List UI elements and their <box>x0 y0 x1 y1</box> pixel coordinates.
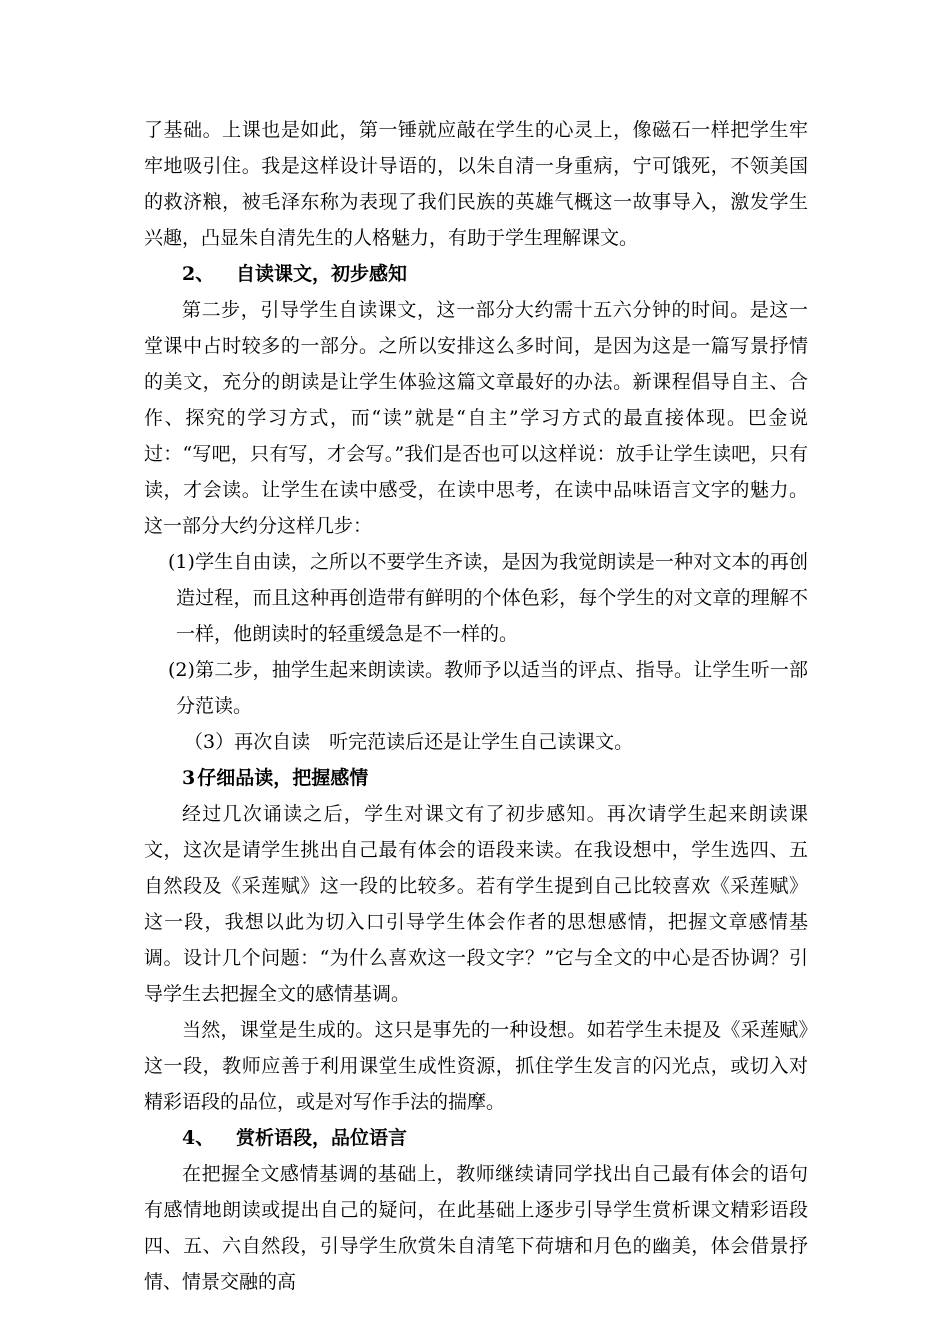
section-title: 仔细品读，把握感情 <box>197 767 369 789</box>
paragraph-step-3: （3）再次自读 听完范读后还是让学生自己读课文。 <box>184 731 634 753</box>
document-body <box>144 112 808 1300</box>
paragraph-self-reading: 第二步，引导学生自读课文，这一部分大约需十五六分钟的时间。是这一堂课中占时较多的一部分。之所以安排这么多时间，是因为这是一篇写景抒情的美文，充分的朗读是让学生体验这篇文章最好的办法。新课程倡导自主、合作、探究的学习方式，而“读”就是“自主”学习方式的最直接体现。巴金说过：“写吧，只有写，才会写。”我们是否也可以这样说：放手让学生读吧，只有读，才会读。让学生在读中感受，在读中思考，在读中品味语言文字的魅力。这一部分大约分这样几步： <box>144 299 808 537</box>
paragraph-appreciation: 在把握全文感情基调的基础上，教师继续请同学找出自己最有体会的语句有感情地朗读或提出自己的疑问，在此基础上逐步引导学生赏析课文精彩语段四、五、六自然段，引导学生欣赏朱自清笔下荷塘和月色的幽美，体会借景抒情、情景交融的高 <box>144 1163 808 1293</box>
paragraph-classroom-generation: 当然，课堂是生成的。这只是事先的一种设想。如若学生未提及《采莲赋》这一段，教师应善于利用课堂生成性资源，抓住学生发言的闪光点，或切入对精彩语段的品位，或是对写作手法的揣摩。 <box>144 1019 808 1113</box>
paragraph-step-2: (2)第二步，抽学生起来朗读读。教师予以适当的评点、指导。让学生听一部分范读。 <box>168 659 808 717</box>
paragraph-careful-reading: 经过几次诵读之后，学生对课文有了初步感知。再次请学生起来朗读课文，这次是请学生挑出自己最有体会的语段来读。在我设想中，学生选四、五自然段及《采莲赋》这一段的比较多。若有学生提到自己比较喜欢《采莲赋》这一段，我想以此为切入口引导学生体会作者的思想感情，把握文章感情基调。设计几个问题：“为什么喜欢这一段文字？”它与全文的中心是否协调？引导学生去把握全文的感情基调。 <box>144 803 808 1005</box>
section-heading-3 <box>144 760 808 796</box>
section-number: 4、 <box>182 1127 215 1149</box>
paragraph-step-1: (1)学生自由读，之所以不要学生齐读，是因为我觉朗读是一种对文本的再创造过程，而且这种再创造带有鲜明的个体色彩，每个学生的对文章的理解不一样，他朗读时的轻重缓急是不一样的。 <box>168 551 808 645</box>
section-title: 赏析语段，品位语言 <box>236 1127 408 1149</box>
section-title: 自读课文，初步感知 <box>236 263 408 285</box>
section-heading-2 <box>144 256 808 292</box>
section-number: 2、 <box>182 263 215 285</box>
section-heading-4 <box>144 1120 808 1156</box>
paragraph-intro-continued: 了基础。上课也是如此，第一锤就应敲在学生的心灵上，像磁石一样把学生牢牢地吸引住。我是这样设计导语的，以朱自清一身重病，宁可饿死，不领美国的救济粮，被毛泽东称为表现了我们民族的英雄气概这一故事导入，激发学生兴趣，凸显朱自清先生的人格魅力，有助于学生理解课文。 <box>144 119 808 249</box>
section-number: 3 <box>182 767 196 789</box>
